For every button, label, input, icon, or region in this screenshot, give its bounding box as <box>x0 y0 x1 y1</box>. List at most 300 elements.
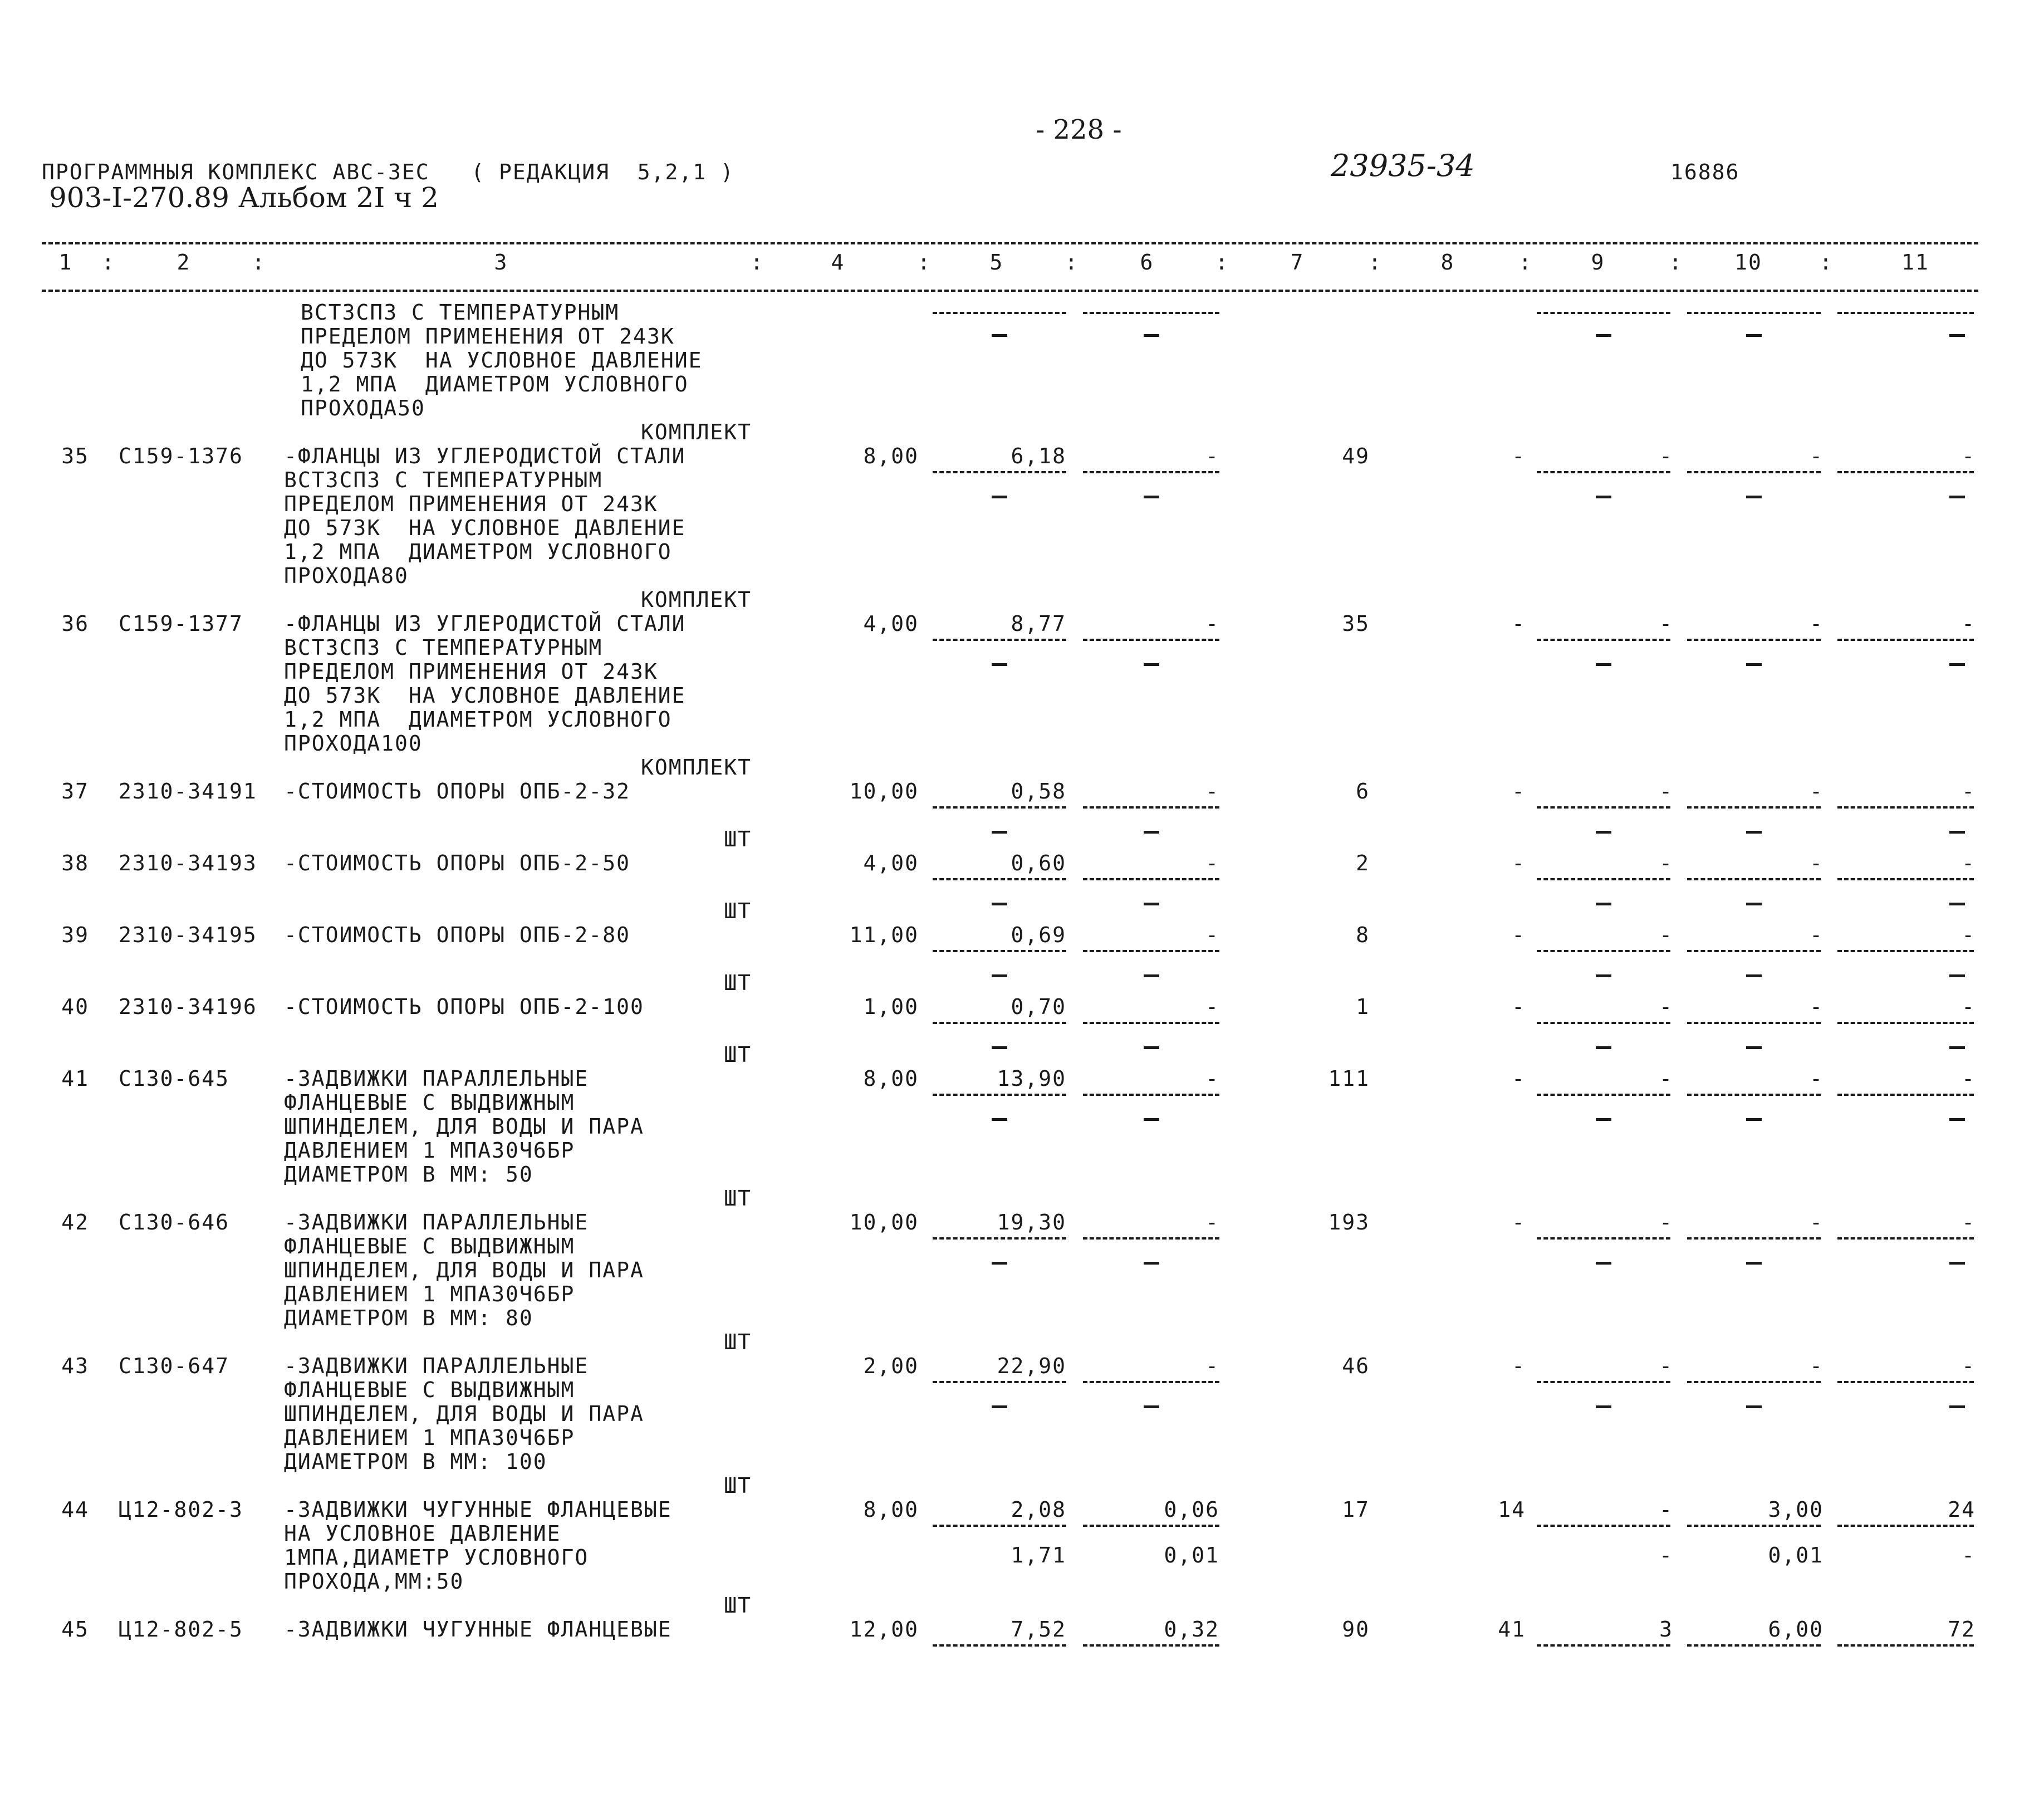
unit-label: ШТ <box>724 827 752 851</box>
item-description-line: ФЛАНЦЕВЫЕ С ВЫДВИЖНЫМ <box>284 1090 575 1115</box>
empty-value-mark <box>992 1262 1007 1265</box>
subtotal-separator <box>933 1094 1066 1096</box>
cell-col-4: 8,00 <box>863 444 919 468</box>
row-number: 39 <box>61 923 89 947</box>
cell-col-8: - <box>1512 995 1526 1019</box>
item-code: Ц12-802-5 <box>119 1617 243 1642</box>
row-number: 45 <box>61 1617 89 1642</box>
column-separator: : <box>1669 250 1683 275</box>
cell-col-7: 8 <box>1356 923 1370 947</box>
cell-col-11: - <box>1962 995 1976 1019</box>
cell-col-4: 10,00 <box>849 1210 919 1234</box>
empty-value-mark <box>992 1118 1007 1121</box>
cell-col-9: - <box>1659 1354 1673 1378</box>
header-top-rule <box>42 242 1978 244</box>
empty-value-mark <box>1144 334 1159 337</box>
cell-col-5-secondary: 1,71 <box>1011 1543 1066 1567</box>
subtotal-separator <box>1083 312 1219 314</box>
cell-col-10: - <box>1810 444 1824 468</box>
empty-value-mark <box>1949 496 1965 498</box>
empty-value-mark <box>1949 334 1965 337</box>
empty-value-mark <box>1949 974 1965 977</box>
cell-col-11-secondary: - <box>1962 1543 1976 1567</box>
empty-value-mark <box>992 1046 1007 1049</box>
column-separator: : <box>1518 250 1533 275</box>
empty-value-mark <box>1746 1405 1762 1408</box>
row-number: 36 <box>61 611 89 636</box>
cell-col-8: 14 <box>1498 1497 1526 1522</box>
subtotal-separator <box>1837 1525 1974 1527</box>
column-separator: : <box>101 250 116 275</box>
empty-value-mark <box>1144 496 1159 498</box>
subtotal-separator <box>1687 878 1821 880</box>
empty-value-mark <box>1746 974 1762 977</box>
subtotal-separator <box>1537 1022 1670 1024</box>
cell-col-5: 2,08 <box>1011 1497 1066 1522</box>
item-code: 2310-34195 <box>119 923 257 947</box>
empty-value-mark <box>1596 1405 1611 1408</box>
item-description-line: 1,2 МПА ДИАМЕТРОМ УСЛОВНОГО <box>284 540 672 564</box>
item-description-line: -ЗАДВИЖКИ ПАРАЛЛЕЛЬНЫЕ <box>284 1210 589 1234</box>
empty-value-mark <box>1949 1118 1965 1121</box>
cell-col-6: - <box>1205 444 1219 468</box>
cell-col-11: - <box>1962 851 1976 875</box>
subtotal-separator <box>1687 312 1821 314</box>
empty-value-mark <box>1949 831 1965 834</box>
subtotal-separator <box>1537 1381 1670 1383</box>
subtotal-separator <box>933 1022 1066 1024</box>
unit-label: КОМПЛЕКТ <box>640 587 752 612</box>
column-header-10: 10 <box>1734 250 1762 275</box>
row-number: 44 <box>61 1497 89 1522</box>
cell-col-10-secondary: 0,01 <box>1768 1543 1824 1567</box>
item-description-line: ПРОХОДА100 <box>284 731 423 756</box>
empty-value-mark <box>1746 334 1762 337</box>
description-continuation-line: ПРОХОДА50 <box>301 396 425 420</box>
subtotal-separator <box>933 950 1066 952</box>
cell-col-9: - <box>1659 923 1673 947</box>
subtotal-separator <box>933 471 1066 473</box>
cell-col-6: - <box>1205 779 1219 804</box>
empty-value-mark <box>1144 1046 1159 1049</box>
column-separator: : <box>750 250 764 275</box>
cell-col-7: 49 <box>1342 444 1370 468</box>
empty-value-mark <box>992 334 1007 337</box>
cell-col-11: - <box>1962 444 1976 468</box>
item-description-line: ВСТ3СП3 С ТЕМПЕРАТУРНЫМ <box>284 468 603 492</box>
subtotal-separator <box>933 639 1066 641</box>
column-header-5: 5 <box>989 250 1004 275</box>
item-description-line: -ЗАДВИЖКИ ЧУГУННЫЕ ФЛАНЦЕВЫЕ <box>284 1617 672 1642</box>
subtotal-separator <box>1837 806 1974 809</box>
empty-value-mark <box>1144 1262 1159 1265</box>
item-code: 2310-34193 <box>119 851 257 875</box>
subtotal-separator <box>1083 1237 1219 1240</box>
item-description-line: -ЗАДВИЖКИ ПАРАЛЛЕЛЬНЫЕ <box>284 1354 589 1378</box>
empty-value-mark <box>1949 663 1965 666</box>
empty-value-mark <box>1144 903 1159 905</box>
subtotal-separator <box>1837 878 1974 880</box>
subtotal-separator <box>1837 1094 1974 1096</box>
empty-value-mark <box>1746 831 1762 834</box>
item-code: С130-647 <box>119 1354 230 1378</box>
unit-label: ШТ <box>724 1593 752 1618</box>
empty-value-mark <box>1746 903 1762 905</box>
cell-col-9: - <box>1659 995 1673 1019</box>
cell-col-4: 4,00 <box>863 851 919 875</box>
item-description-line: -СТОИМОСТЬ ОПОРЫ ОПБ-2-80 <box>284 923 630 947</box>
cell-col-11: - <box>1962 611 1976 636</box>
cell-col-4: 10,00 <box>849 779 919 804</box>
cell-col-7: 2 <box>1356 851 1370 875</box>
column-header-1: 1 <box>58 250 73 275</box>
unit-label: ШТ <box>724 899 752 923</box>
column-header-11: 11 <box>1901 250 1929 275</box>
empty-value-mark <box>1596 1046 1611 1049</box>
subtotal-separator <box>933 878 1066 880</box>
empty-value-mark <box>992 974 1007 977</box>
empty-value-mark <box>992 496 1007 498</box>
header-bottom-rule <box>42 290 1978 292</box>
description-continuation-line: 1,2 МПА ДИАМЕТРОМ УСЛОВНОГО <box>301 372 689 396</box>
cell-col-4: 11,00 <box>849 923 919 947</box>
item-description-line: ШПИНДЕЛЕМ, ДЛЯ ВОДЫ И ПАРА <box>284 1114 644 1139</box>
description-continuation-line: ДО 573К НА УСЛОВНОЕ ДАВЛЕНИЕ <box>301 348 703 373</box>
album-reference: 903-I-270.89 Альбом 2I ч 2 <box>49 182 439 214</box>
column-separator: : <box>1819 250 1834 275</box>
subtotal-separator <box>933 312 1066 314</box>
item-code: Ц12-802-3 <box>119 1497 243 1522</box>
item-description-line: 1МПА,ДИАМЕТР УСЛОВНОГО <box>284 1545 589 1570</box>
subtotal-separator <box>1083 806 1219 809</box>
item-description-line: ШПИНДЕЛЕМ, ДЛЯ ВОДЫ И ПАРА <box>284 1402 644 1426</box>
column-header-8: 8 <box>1440 250 1455 275</box>
empty-value-mark <box>1144 663 1159 666</box>
empty-value-mark <box>1596 1262 1611 1265</box>
unit-label: ШТ <box>724 1330 752 1354</box>
cell-col-6: - <box>1205 611 1219 636</box>
cell-col-10: - <box>1810 1354 1824 1378</box>
subtotal-separator <box>1083 1644 1219 1647</box>
subtotal-separator <box>933 1237 1066 1240</box>
item-description-line: ПРОХОДА,ММ:50 <box>284 1569 464 1594</box>
cell-col-11: 72 <box>1948 1617 1976 1642</box>
empty-value-mark <box>1144 974 1159 977</box>
subtotal-separator <box>1687 1644 1821 1647</box>
cell-col-6: - <box>1205 995 1219 1019</box>
empty-value-mark <box>1144 831 1159 834</box>
cell-col-7: 17 <box>1342 1497 1370 1522</box>
description-continuation-line: ВСТ3СП3 С ТЕМПЕРАТУРНЫМ <box>301 300 620 325</box>
column-header-9: 9 <box>1591 250 1605 275</box>
item-description-line: ДО 573К НА УСЛОВНОЕ ДАВЛЕНИЕ <box>284 683 686 708</box>
row-number: 42 <box>61 1210 89 1234</box>
empty-value-mark <box>1596 334 1611 337</box>
subtotal-separator <box>1687 1381 1821 1383</box>
item-description-line: ПРЕДЕЛОМ ПРИМЕНЕНИЯ ОТ 243К <box>284 492 658 516</box>
cell-col-6: - <box>1205 1066 1219 1091</box>
item-description-line: НА УСЛОВНОЕ ДАВЛЕНИЕ <box>284 1521 561 1546</box>
cell-col-6-secondary: 0,01 <box>1164 1543 1219 1567</box>
subtotal-separator <box>1083 1525 1219 1527</box>
item-description-line: ДИАМЕТРОМ В ММ: 100 <box>284 1449 547 1474</box>
item-description-line: ДО 573К НА УСЛОВНОЕ ДАВЛЕНИЕ <box>284 516 686 540</box>
cell-col-10: - <box>1810 995 1824 1019</box>
cell-col-11: - <box>1962 923 1976 947</box>
item-description-line: ФЛАНЦЕВЫЕ С ВЫДВИЖНЫМ <box>284 1234 575 1258</box>
subtotal-separator <box>933 806 1066 809</box>
cell-col-10: - <box>1810 611 1824 636</box>
item-code: С130-646 <box>119 1210 230 1234</box>
item-description-line: ПРЕДЕЛОМ ПРИМЕНЕНИЯ ОТ 243К <box>284 659 658 684</box>
cell-col-10: 3,00 <box>1768 1497 1824 1522</box>
item-code: С159-1377 <box>119 611 243 636</box>
column-separator: : <box>1215 250 1229 275</box>
item-description-line: ДИАМЕТРОМ В ММ: 80 <box>284 1306 533 1330</box>
item-description-line: ДАВЛЕНИЕМ 1 МПА30Ч6БР <box>284 1138 575 1163</box>
empty-value-mark <box>1596 1118 1611 1121</box>
cell-col-11: - <box>1962 1210 1976 1234</box>
item-code: 2310-34191 <box>119 779 257 804</box>
item-description-line: -СТОИМОСТЬ ОПОРЫ ОПБ-2-50 <box>284 851 630 875</box>
cell-col-4: 4,00 <box>863 611 919 636</box>
cell-col-8: - <box>1512 444 1526 468</box>
subtotal-separator <box>1687 471 1821 473</box>
cell-col-10: - <box>1810 923 1824 947</box>
item-code: С159-1376 <box>119 444 243 468</box>
item-description-line: ДАВЛЕНИЕМ 1 МПА30Ч6БР <box>284 1425 575 1450</box>
cell-col-6: - <box>1205 1354 1219 1378</box>
empty-value-mark <box>1144 1405 1159 1408</box>
row-number: 41 <box>61 1066 89 1091</box>
subtotal-separator <box>1537 1237 1670 1240</box>
cell-col-6: - <box>1205 923 1219 947</box>
subtotal-separator <box>1687 806 1821 809</box>
subtotal-separator <box>1537 1094 1670 1096</box>
cell-col-8: - <box>1512 1066 1526 1091</box>
item-description-line: -ФЛАНЦЫ ИЗ УГЛЕРОДИСТОЙ СТАЛИ <box>284 611 686 636</box>
column-separator: : <box>252 250 266 275</box>
column-header-3: 3 <box>494 250 508 275</box>
cell-col-4: 1,00 <box>863 995 919 1019</box>
empty-value-mark <box>1746 1118 1762 1121</box>
subtotal-separator <box>1837 1022 1974 1024</box>
empty-value-mark <box>1746 1046 1762 1049</box>
subtotal-separator <box>1083 639 1219 641</box>
column-header-4: 4 <box>831 250 845 275</box>
empty-value-mark <box>1949 1046 1965 1049</box>
cell-col-9: - <box>1659 1210 1673 1234</box>
empty-value-mark <box>1596 903 1611 905</box>
empty-value-mark <box>1746 496 1762 498</box>
item-description-line: -СТОИМОСТЬ ОПОРЫ ОПБ-2-100 <box>284 995 644 1019</box>
subtotal-separator <box>1537 639 1670 641</box>
document-code: 23935-34 <box>1331 148 1475 183</box>
subtotal-separator <box>1083 1094 1219 1096</box>
cell-col-5: 22,90 <box>997 1354 1066 1378</box>
cell-col-10: - <box>1810 851 1824 875</box>
column-header-7: 7 <box>1290 250 1305 275</box>
item-description-line: -ФЛАНЦЫ ИЗ УГЛЕРОДИСТОЙ СТАЛИ <box>284 444 686 468</box>
subtotal-separator <box>1687 1022 1821 1024</box>
subtotal-separator <box>1083 1381 1219 1383</box>
subtotal-separator <box>1687 639 1821 641</box>
cell-col-10: - <box>1810 779 1824 804</box>
cell-col-4: 8,00 <box>863 1066 919 1091</box>
cell-col-11: - <box>1962 1354 1976 1378</box>
cell-col-9: - <box>1659 1066 1673 1091</box>
cell-col-7: 1 <box>1356 995 1370 1019</box>
row-number: 40 <box>61 995 89 1019</box>
cell-col-5: 0,69 <box>1011 923 1066 947</box>
cell-col-9: - <box>1659 611 1673 636</box>
cell-col-11: - <box>1962 779 1976 804</box>
item-description-line: -СТОИМОСТЬ ОПОРЫ ОПБ-2-32 <box>284 779 630 804</box>
empty-value-mark <box>992 903 1007 905</box>
column-separator: : <box>917 250 932 275</box>
cell-col-5: 0,70 <box>1011 995 1066 1019</box>
description-continuation-line: ПРЕДЕЛОМ ПРИМЕНЕНИЯ ОТ 243К <box>301 324 675 349</box>
column-separator: : <box>1368 250 1383 275</box>
subtotal-separator <box>1537 471 1670 473</box>
cell-col-5: 8,77 <box>1011 611 1066 636</box>
subtotal-separator <box>1537 950 1670 952</box>
cell-col-5: 6,18 <box>1011 444 1066 468</box>
item-code: С130-645 <box>119 1066 230 1091</box>
subtotal-separator <box>1537 878 1670 880</box>
empty-value-mark <box>1144 1118 1159 1121</box>
empty-value-mark <box>1596 831 1611 834</box>
empty-value-mark <box>1949 1405 1965 1408</box>
subtotal-separator <box>1083 950 1219 952</box>
cell-col-7: 46 <box>1342 1354 1370 1378</box>
item-description-line: -ЗАДВИЖКИ ПАРАЛЛЕЛЬНЫЕ <box>284 1066 589 1091</box>
unit-label: КОМПЛЕКТ <box>640 420 752 444</box>
cell-col-10: 6,00 <box>1768 1617 1824 1642</box>
empty-value-mark <box>1746 663 1762 666</box>
empty-value-mark <box>1596 974 1611 977</box>
column-separator: : <box>1065 250 1079 275</box>
empty-value-mark <box>992 663 1007 666</box>
cell-col-5: 0,60 <box>1011 851 1066 875</box>
subtotal-separator <box>1837 471 1974 473</box>
cell-col-7: 111 <box>1328 1066 1370 1091</box>
cell-col-5: 0,58 <box>1011 779 1066 804</box>
subtotal-separator <box>1837 1381 1974 1383</box>
subtotal-separator <box>1687 950 1821 952</box>
subtotal-separator <box>933 1381 1066 1383</box>
subtotal-separator <box>1837 312 1974 314</box>
cell-col-4: 2,00 <box>863 1354 919 1378</box>
cell-col-9: - <box>1659 779 1673 804</box>
subtotal-separator <box>1083 1022 1219 1024</box>
empty-value-mark <box>992 1405 1007 1408</box>
row-number: 43 <box>61 1354 89 1378</box>
cell-col-9-secondary: - <box>1659 1543 1673 1567</box>
cell-col-7: 35 <box>1342 611 1370 636</box>
cell-col-9: - <box>1659 851 1673 875</box>
item-description-line: -ЗАДВИЖКИ ЧУГУННЫЕ ФЛАНЦЕВЫЕ <box>284 1497 672 1522</box>
cell-col-8: - <box>1512 923 1526 947</box>
item-description-line: ФЛАНЦЕВЫЕ С ВЫДВИЖНЫМ <box>284 1378 575 1402</box>
item-description-line: ШПИНДЕЛЕМ, ДЛЯ ВОДЫ И ПАРА <box>284 1258 644 1282</box>
row-number: 35 <box>61 444 89 468</box>
document-number: 16886 <box>1670 160 1740 184</box>
cell-col-10: - <box>1810 1210 1824 1234</box>
empty-value-mark <box>1596 663 1611 666</box>
subtotal-separator <box>1537 806 1670 809</box>
subtotal-separator <box>1687 1094 1821 1096</box>
empty-value-mark <box>1596 496 1611 498</box>
subtotal-separator <box>1537 1644 1670 1647</box>
subtotal-separator <box>1837 1237 1974 1240</box>
cell-col-8: - <box>1512 1354 1526 1378</box>
cell-col-6: - <box>1205 851 1219 875</box>
row-number: 37 <box>61 779 89 804</box>
empty-value-mark <box>1949 903 1965 905</box>
unit-label: КОМПЛЕКТ <box>640 755 752 780</box>
subtotal-separator <box>933 1644 1066 1647</box>
cell-col-5: 19,30 <box>997 1210 1066 1234</box>
page-number: - 228 - <box>1036 114 1122 145</box>
item-description-line: ДАВЛЕНИЕМ 1 МПА30Ч6БР <box>284 1282 575 1306</box>
unit-label: ШТ <box>724 1186 752 1211</box>
item-description-line: 1,2 МПА ДИАМЕТРОМ УСЛОВНОГО <box>284 707 672 732</box>
cell-col-6: - <box>1205 1210 1219 1234</box>
item-description-line: ПРОХОДА80 <box>284 564 409 588</box>
program-title: ПРОГРАММНЫЯ КОМПЛЕКС АВС-3ЕС ( РЕДАКЦИЯ 5,2,1 ) <box>42 160 734 184</box>
empty-value-mark <box>1746 1262 1762 1265</box>
cell-col-5: 7,52 <box>1011 1617 1066 1642</box>
cell-col-11: 24 <box>1948 1497 1976 1522</box>
column-header-2: 2 <box>177 250 191 275</box>
item-description-line: ВСТ3СП3 С ТЕМПЕРАТУРНЫМ <box>284 635 603 660</box>
cell-col-6: 0,32 <box>1164 1617 1219 1642</box>
cell-col-5: 13,90 <box>997 1066 1066 1091</box>
unit-label: ШТ <box>724 1473 752 1498</box>
subtotal-separator <box>1537 312 1670 314</box>
item-code: 2310-34196 <box>119 995 257 1019</box>
cell-col-7: 90 <box>1342 1617 1370 1642</box>
subtotal-separator <box>1687 1525 1821 1527</box>
cell-col-11: - <box>1962 1066 1976 1091</box>
subtotal-separator <box>1537 1525 1670 1527</box>
subtotal-separator <box>933 1525 1066 1527</box>
cell-col-7: 193 <box>1328 1210 1370 1234</box>
empty-value-mark <box>992 831 1007 834</box>
cell-col-4: 8,00 <box>863 1497 919 1522</box>
cell-col-8: - <box>1512 611 1526 636</box>
row-number: 38 <box>61 851 89 875</box>
cell-col-8: - <box>1512 779 1526 804</box>
item-description-line: ДИАМЕТРОМ В ММ: 50 <box>284 1162 533 1187</box>
cell-col-9: - <box>1659 444 1673 468</box>
cell-col-8: 41 <box>1498 1617 1526 1642</box>
unit-label: ШТ <box>724 971 752 995</box>
subtotal-separator <box>1083 878 1219 880</box>
cell-col-10: - <box>1810 1066 1824 1091</box>
cell-col-7: 6 <box>1356 779 1370 804</box>
subtotal-separator <box>1837 1644 1974 1647</box>
empty-value-mark <box>1949 1262 1965 1265</box>
unit-label: ШТ <box>724 1042 752 1067</box>
subtotal-separator <box>1687 1237 1821 1240</box>
subtotal-separator <box>1083 471 1219 473</box>
cell-col-9: - <box>1659 1497 1673 1522</box>
cell-col-6: 0,06 <box>1164 1497 1219 1522</box>
subtotal-separator <box>1837 950 1974 952</box>
cell-col-9: 3 <box>1659 1617 1673 1642</box>
